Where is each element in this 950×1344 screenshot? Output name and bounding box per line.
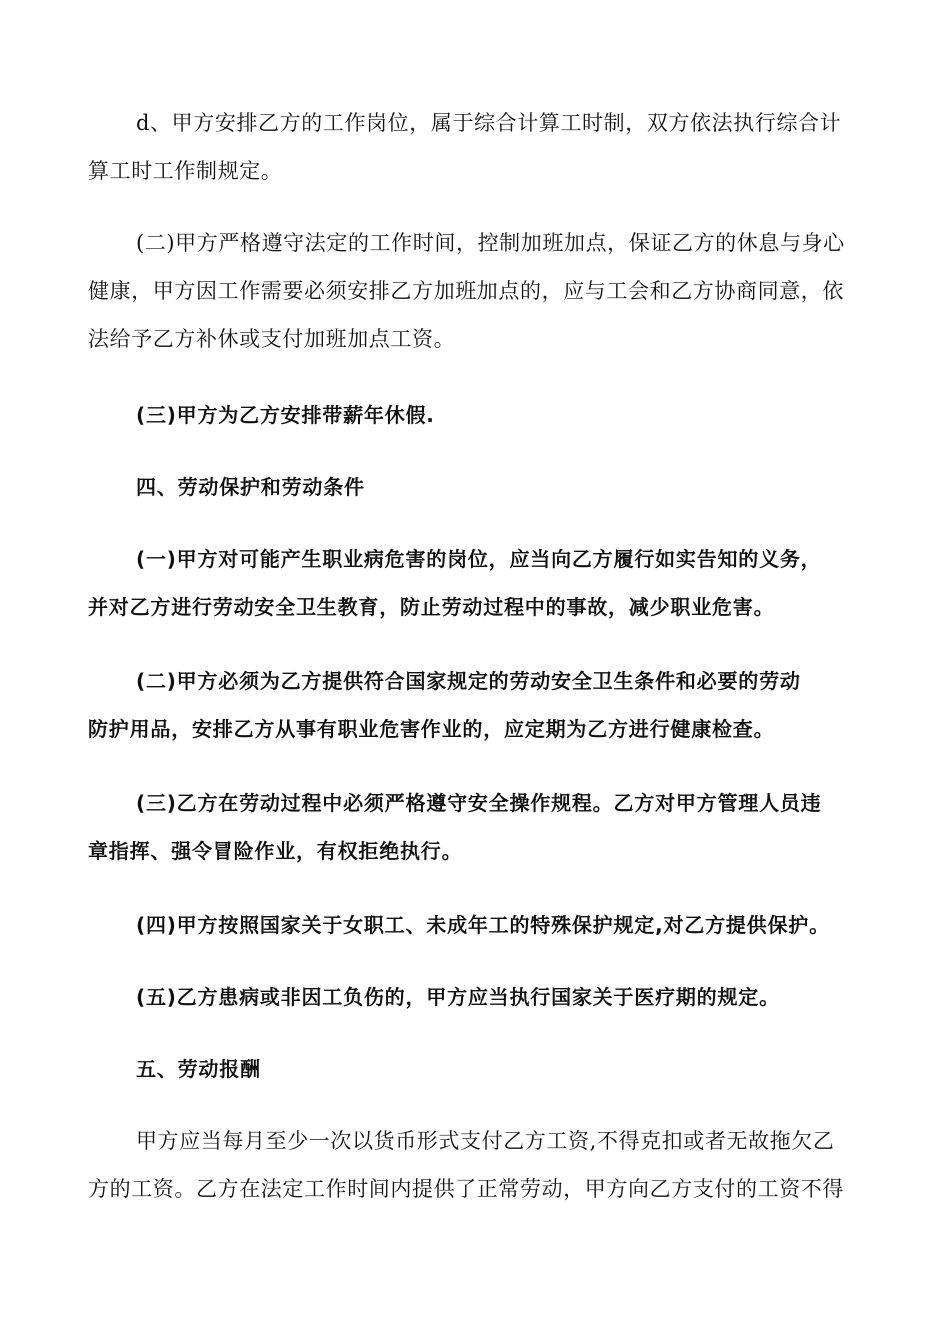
text-line: 五、劳动报酬	[136, 1057, 261, 1081]
paragraph-1-occupational-hazard	[88, 535, 878, 631]
text-line: 甲方应当每月至少一次以货币形式支付乙方工资,不得克扣或者无故拖欠乙	[136, 1129, 835, 1153]
paragraph-5-medical-period	[88, 973, 878, 1021]
section-heading-remuneration	[88, 1045, 878, 1093]
text-line: 并对乙方进行劳动安全卫生教育，防止劳动过程中的事故，减少职业危害。	[88, 595, 775, 619]
paragraph-2-safety-conditions	[88, 657, 878, 753]
text-line: (三)乙方在劳动过程中必须严格遵守安全操作规程。乙方对甲方管理人员违	[136, 791, 822, 815]
paragraph-3-safety-rules	[88, 779, 878, 875]
text-line: 算工时工作制规定。	[88, 159, 283, 183]
paragraph-2-working-time	[88, 219, 878, 363]
text-line: d、甲方安排乙方的工作岗位，属于综合计算工时制，双方依法执行综合计	[136, 111, 842, 135]
paragraph-4-special-protection	[88, 901, 878, 949]
paragraph-wage-payment	[88, 1117, 878, 1213]
text-line: (二)甲方严格遵守法定的工作时间，控制加班加点，保证乙方的休息与身心	[136, 231, 845, 255]
text-line: (二)甲方必须为乙方提供符合国家规定的劳动安全卫生条件和必要的劳动	[136, 669, 801, 693]
section-heading-labor-protection	[88, 463, 878, 511]
text-line: 方的工资。乙方在法定工作时间内提供了正常劳动，甲方向乙方支付的工资不得	[88, 1177, 844, 1201]
paragraph-3-paid-leave	[88, 391, 878, 439]
text-line: (一)甲方对可能产生职业病危害的岗位，应当向乙方履行如实告知的义务，	[136, 547, 822, 571]
text-line: 法给予乙方补休或支付加班加点工资。	[88, 327, 456, 351]
text-line: 防护用品，安排乙方从事有职业危害作业的，应定期为乙方进行健康检查。	[88, 717, 775, 741]
text-line: 健康，甲方因工作需要必须安排乙方加班加点的，应与工会和乙方协商同意，依	[88, 279, 844, 303]
text-line: 章指挥、强令冒险作业，有权拒绝执行。	[88, 839, 463, 863]
text-line: (三)甲方为乙方安排带薪年休假.	[136, 403, 435, 427]
text-line: 四、劳动保护和劳动条件	[136, 475, 365, 499]
text-line: (四)甲方按照国家关于女职工、未成年工的特殊保护规定,对乙方提供保护。	[136, 913, 830, 937]
paragraph-d-comprehensive-hours	[88, 99, 878, 195]
text-line: (五)乙方患病或非因工负伤的，甲方应当执行国家关于医疗期的规定。	[136, 985, 780, 1009]
